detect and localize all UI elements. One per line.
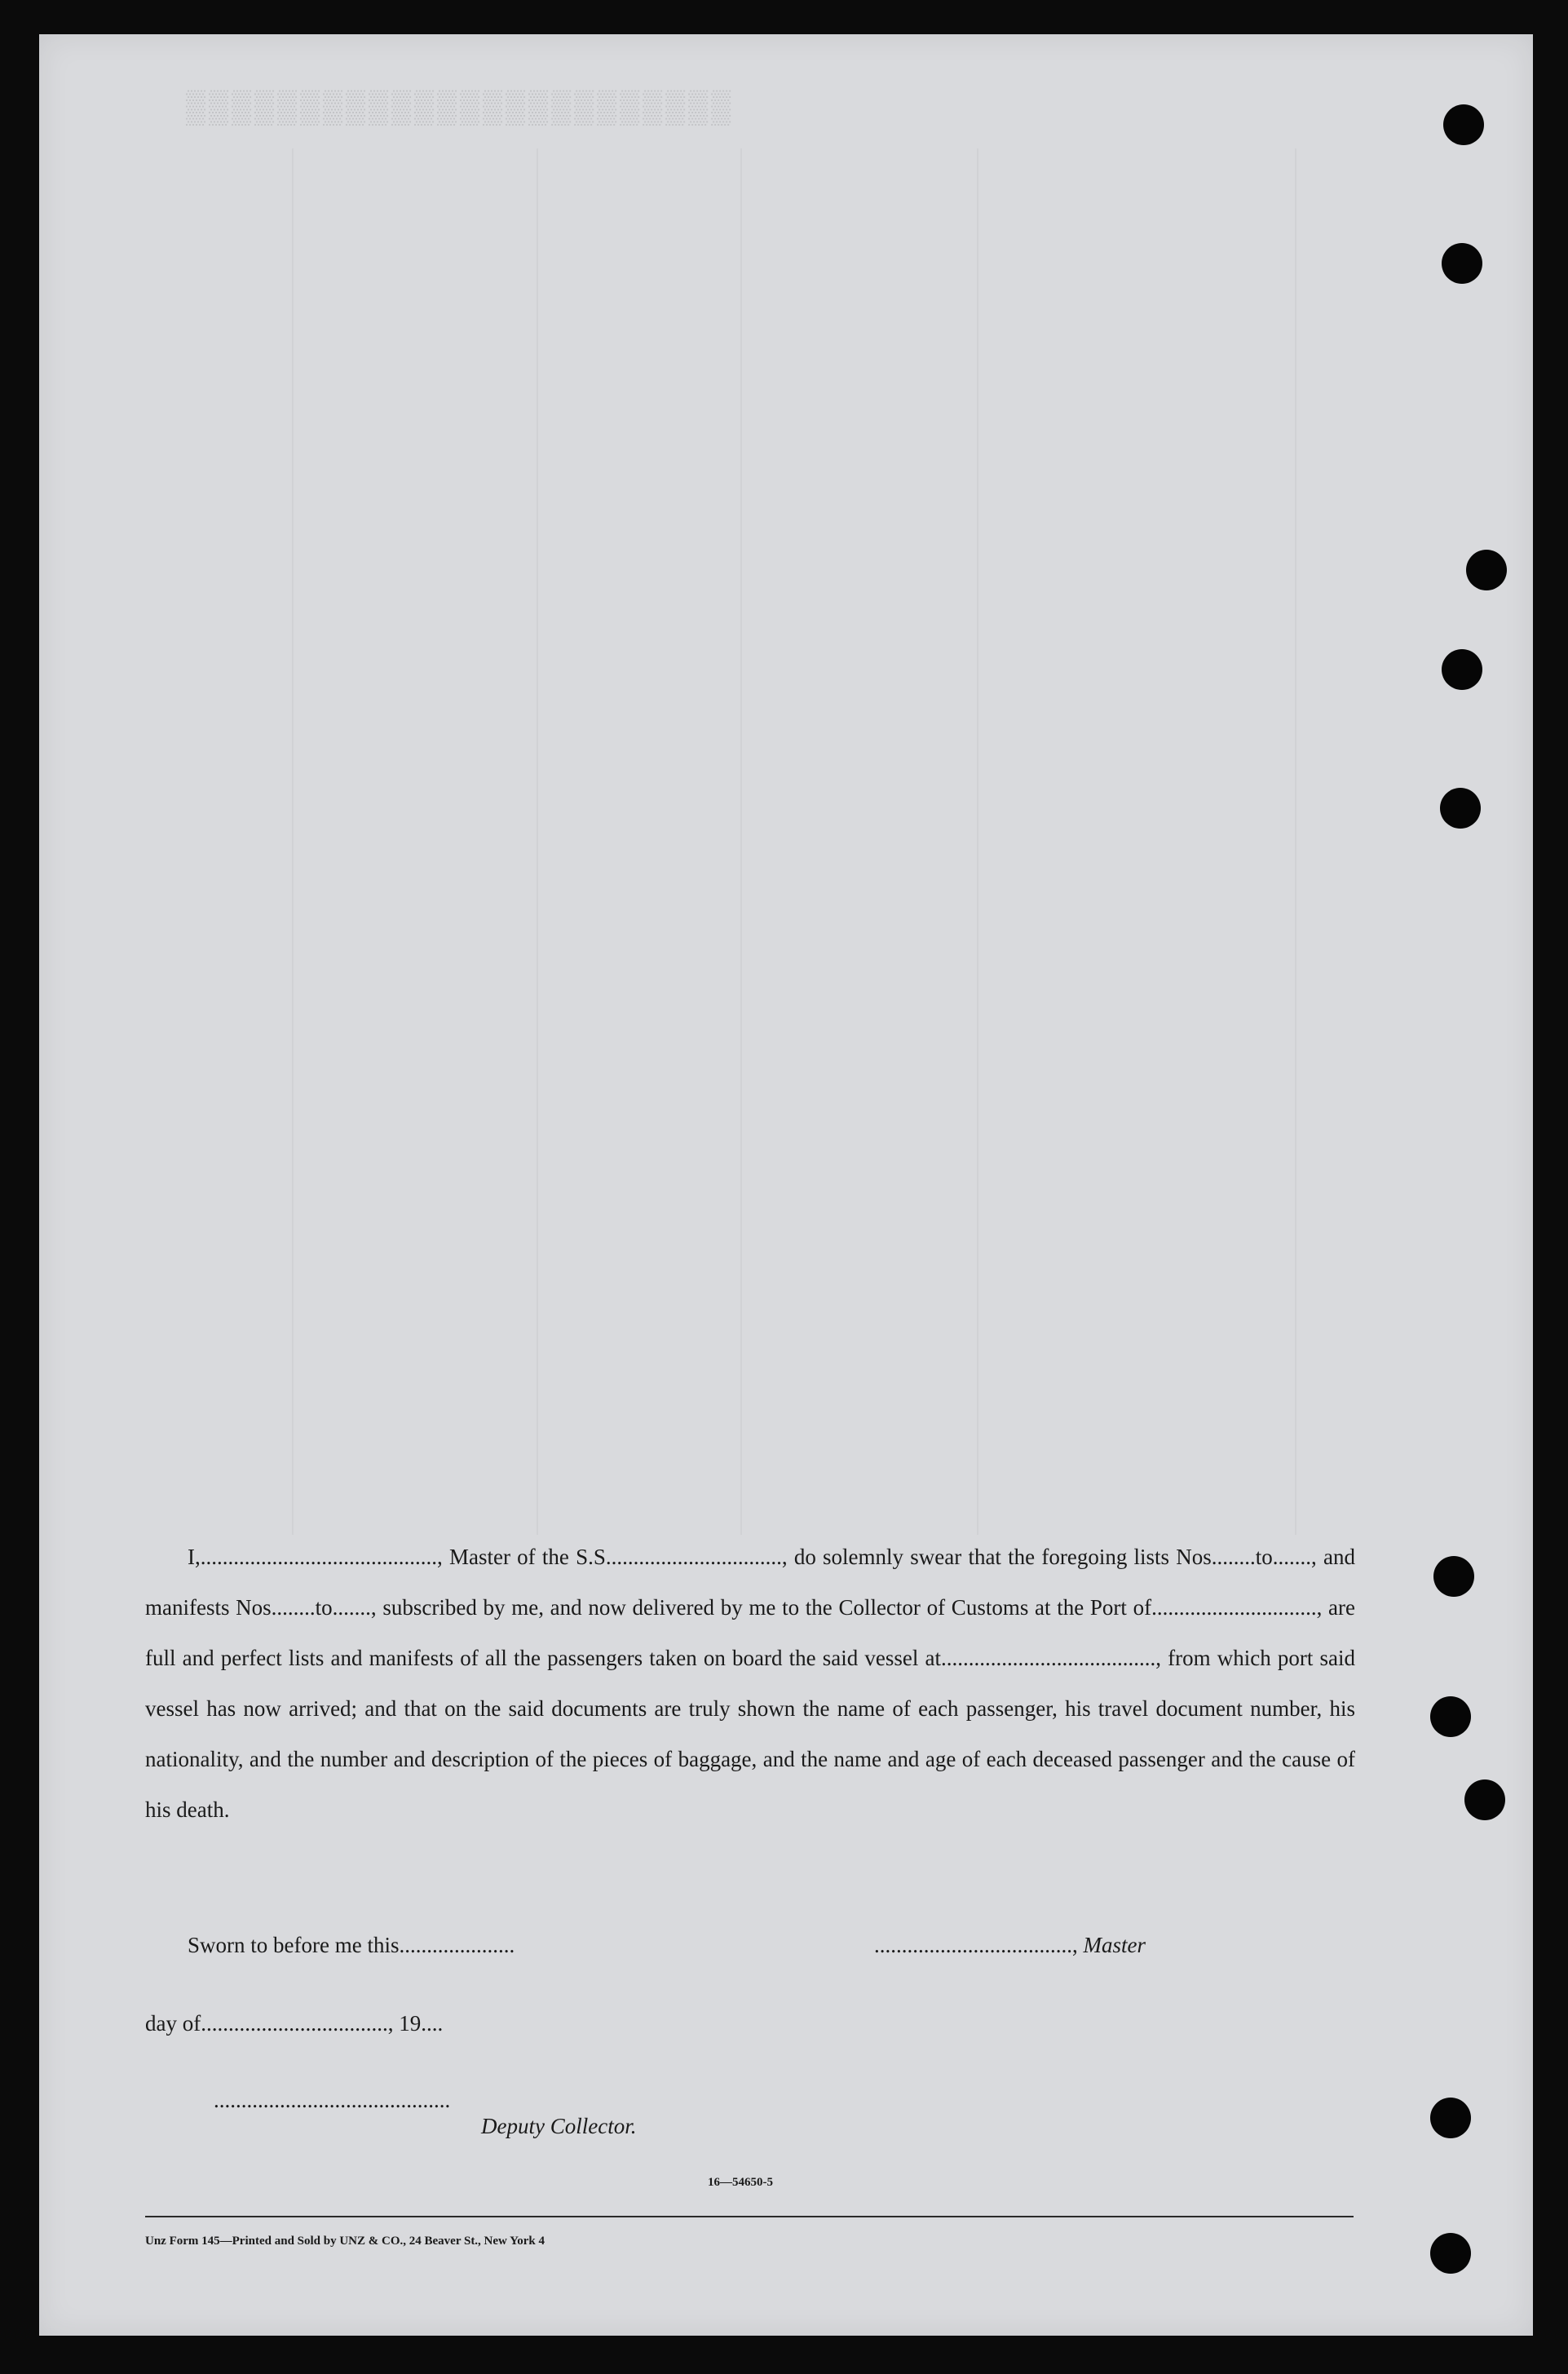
punch-hole: [1430, 2098, 1471, 2138]
printer-imprint: Unz Form 145—Printed and Sold by UNZ & CO., 24 Beaver St., New York 4: [145, 2235, 545, 2248]
punch-hole: [1466, 550, 1507, 590]
punch-hole: [1430, 1696, 1471, 1737]
bleed-through-heading: ▒▒▒▒▒▒▒▒▒▒▒▒▒▒▒▒▒▒▒▒▒▒▒▒: [186, 91, 735, 128]
punch-hole: [1464, 1779, 1505, 1820]
master-signature-line: ....................................,: [874, 1933, 1078, 1957]
deputy-signature-line: ...........................................: [214, 2088, 451, 2112]
bleed-through-rule: [1295, 148, 1296, 1535]
sworn-line: Sworn to before me this.....................: [188, 1933, 515, 1957]
day-line: day of.................................., 19....: [145, 2011, 444, 2036]
punch-hole: [1430, 2233, 1471, 2274]
punch-hole: [1442, 243, 1482, 284]
bleed-through-rule: [977, 148, 978, 1535]
punch-hole: [1433, 1556, 1474, 1597]
master-oath: [145, 1532, 1355, 1835]
bleed-through-rule: [740, 148, 742, 1535]
bleed-through-rule: [292, 148, 294, 1535]
master-signature: [874, 1933, 1146, 1958]
punch-hole: [1440, 788, 1481, 829]
bleed-through-rule: [537, 148, 538, 1535]
form-page: [39, 34, 1533, 2336]
deputy-label: Deputy Collector.: [481, 2114, 637, 2138]
footer-divider: [145, 2216, 1354, 2217]
punch-hole: [1443, 104, 1484, 145]
punch-hole: [1442, 649, 1482, 690]
oath-paragraph: I,..........................................., Master of the S.S................................, do solemnly swear that the foregoing lists Nos........to......., and manifests Nos........to......., subscribed by me, and now delivered by me to the Collector of Customs at the Port of.............................., are full and perfect lists and manifests of all the passengers taken on board the said vessel at......................................., from which port said vessel has now arrived; and that on the said documents are truly shown the name of each passenger, his travel document number, his nationality, and the number and description of the pieces of baggage, and the name and age of each deceased passenger and the cause of his death.: [145, 1545, 1355, 1822]
master-label: Master: [1083, 1933, 1146, 1957]
form-number: 16—54650-5: [708, 2176, 773, 2189]
